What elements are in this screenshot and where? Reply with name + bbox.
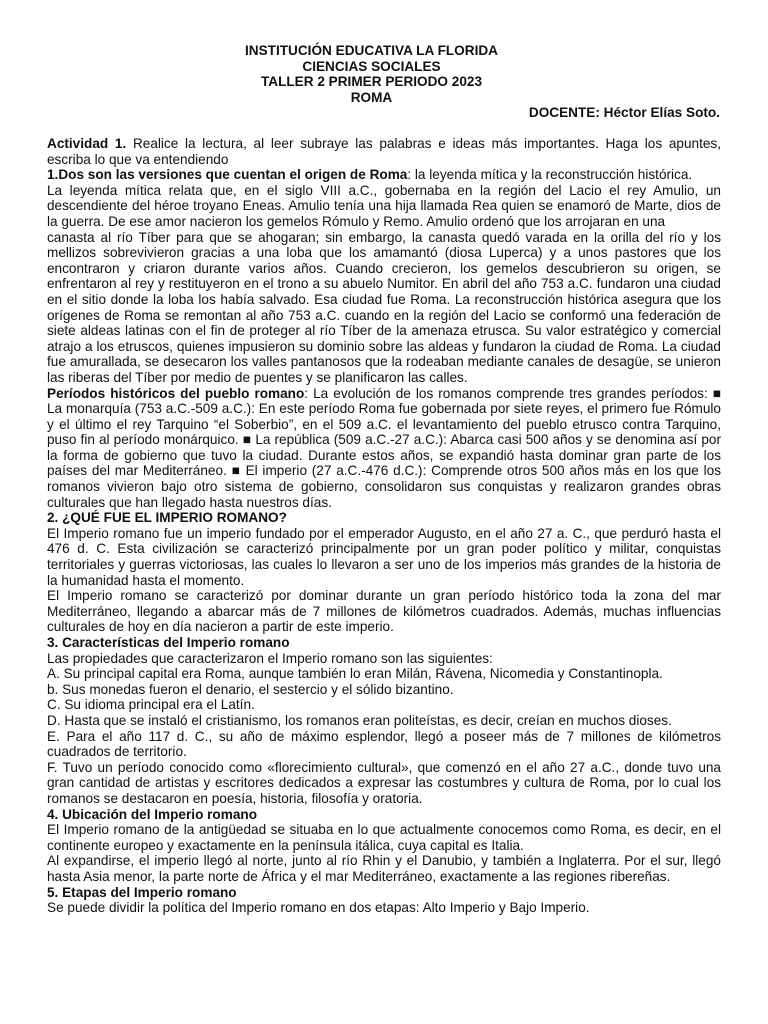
- teacher-name: DOCENTE: Héctor Elías Soto.: [528, 105, 720, 120]
- section4-heading: [47, 807, 721, 823]
- list-item: F. Tuvo un período conocido como «florecimiento cultural», que comenzó en el año 27 a.C., donde tuvo una gran cantidad de artistas y escritores dedicados a expresar las costumbres y cultura de Roma, por lo cual los romanos se destacaron en poesía, historia, filosofía y oratoria.: [47, 759, 721, 806]
- section5-heading-text: 5. Etapas del Imperio romano: [47, 884, 237, 900]
- section5-heading: [47, 885, 721, 901]
- subject-name: CIENCIAS SOCIALES: [302, 58, 441, 74]
- section1-paragraph-2: canasta al río Tíber para que se ahogaran; sin embargo, la canasta quedó varada en la orilla del río y los mellizos sobrevivieron gracias a una loba que los amamantó (diosa Luperca) y a unos pastores que los encontraron y criaron durante varios años. Cuando crecieron, los gemelos descubrieron su origen, se enfrentaron al rey y restituyeron en el trono a su abuelo Numitor. En abril del año 753 a.C. fundaron una ciudad en el sitio donde la loba los había salvado. Esa ciudad fue Roma. La reconstrucción histórica asegura que los orígenes de Roma se remontan al año 753 a.C. cuando en la región del Lacio se conformó una federación de siete aldeas latinas con el fin de proteger al río Tíber de la amenaza etrusca. Su valor estratégico y comercial atrajo a los etruscos, quienes impusieron su dominio sobre las aldeas y fundaron la ciudad de Roma. La ciudad fue amurallada, se desecaron los valles pantanosos que la rodeaban mediante canales de desagüe, se unieron las riberas del Tíber por medio de puentes y se planificaron las calles.: [47, 229, 721, 385]
- periods-text: : La evolución de los romanos comprende tres grandes períodos: ■ La monarquía (753 a.C.-509 a.C.): En este período Roma fue gobernada por siete reyes, el primero fue Rómulo y el último el rey Tarquino “el Soberbio”, en el 509 a.C. el levantamiento del pueblo etrusco contra Tarquino, puso fin al período monárquico. ■ La república (509 a.C.-27 a.C.): Abarca casi 500 años y se denomina así por la forma de gobierno que tuvo la ciudad. Durante estos años, se expandió hasta dominar gran parte de los países del mar Mediterráneo. ■ El imperio (27 a.C.-476 d.C.): Comprende otros 500 años más en los que los romanos vivieron bajo otro sistema de gobierno, consolidaron sus conquistas y realizaron grandes obras culturales que han llegado hasta nuestros días.: [47, 385, 721, 510]
- section3-intro: Las propiedades que caracterizaron el Imperio romano son las siguientes:: [47, 650, 493, 666]
- list-item: D. Hasta que se instaló el cristianismo, los romanos eran politeístas, es decir, creían en muchos dioses.: [47, 712, 672, 728]
- list-item: A. Su principal capital era Roma, aunque también lo eran Milán, Rávena, Nicomedia y Constantinopla.: [47, 666, 663, 682]
- section2-heading: [47, 510, 721, 526]
- activity-label: Actividad 1.: [47, 136, 127, 151]
- topic-title: ROMA: [350, 89, 393, 105]
- section1-intro: [47, 167, 721, 183]
- section3-heading-text: 3. Características del Imperio romano: [47, 635, 290, 650]
- workshop-title: TALLER 2 PRIMER PERIODO 2023: [260, 74, 483, 89]
- section2-paragraph-2: El Imperio romano se caracterizó por dominar durante un gran período histórico toda la zona del mar Mediterráneo, llegando a abarcar más de 7 millones de kilómetros cuadrados. Además, muchas influencias culturales de hoy en día nacieron a partir de este imperio.: [47, 588, 721, 635]
- section5-paragraph-1: Se puede dividir la política del Imperio romano en dos etapas: Alto Imperio y Bajo Imperio.: [47, 900, 590, 916]
- section2-paragraph-1: El Imperio romano fue un imperio fundado por el emperador Augusto, en el año 27 a. C., que perduró hasta el 476 d. C. Esta civilización se caracterizó principalmente por un gran poder político y militar, conquistas territoriales y guerras victoriosas, las cuales lo llevaron a ser uno de los imperios más grandes de la historia de la humanidad hasta el momento.: [47, 525, 721, 588]
- section1-heading: 1.Dos son las versiones que cuentan el origen de Roma: [47, 167, 408, 183]
- list-item: E. Para el año 117 d. C., su año de máximo esplendor, llegó a poseer más de 7 millones de kilómetros cuadrados de territorio.: [47, 728, 721, 760]
- activity-text: Realice la lectura, al leer subraye las palabras e ideas más importantes. Haga los apuntes, escriba lo que va entendiendo: [47, 136, 721, 167]
- section3-heading: [47, 635, 721, 651]
- section2-heading-text: 2. ¿QUÉ FUE EL IMPERIO ROMANO?: [47, 510, 287, 526]
- section1-intro-text: : la leyenda mítica y la reconstrucción histórica.: [407, 167, 693, 183]
- periods-heading: Períodos históricos del pueblo romano: [47, 385, 305, 401]
- periods-paragraph: [47, 386, 721, 511]
- school-name: INSTITUCIÓN EDUCATIVA LA FLORIDA: [245, 43, 498, 58]
- list-item: b. Sus monedas fueron el denario, el sestercio y el sólido bizantino.: [47, 681, 454, 697]
- section4-heading-text: 4. Ubicación del Imperio romano: [47, 806, 257, 822]
- list-item: C. Su idioma principal era el Latín.: [47, 697, 255, 713]
- section4-paragraph-2: Al expandirse, el imperio llegó al norte, junto al río Rhin y el Danubio, y también a Inglaterra. Por el sur, llegó hasta Asia menor, la parte norte de África y el mar Mediterráneo, exactamente a las regiones ribereñas.: [47, 853, 721, 884]
- document-body: [47, 136, 721, 916]
- section4-paragraph-1: El Imperio romano de la antigüedad se situaba en lo que actualmente conocemos como Roma, es decir, en el continente europeo y exactamente en la península itálica, cuya capital es Italia.: [47, 822, 721, 853]
- section1-paragraph-1: La leyenda mítica relata que, en el siglo VIII a.C., gobernaba en la región del Lacio el rey Amulio, un descendiente del héroe troyano Eneas. Amulio tenía una hija llamada Rea quien se enamoró de Marte, dios de la guerra. De ese amor nacieron los gemelos Rómulo y Remo. Amulio ordenó que los arrojaran en una: [47, 182, 721, 229]
- document-header: [0, 43, 768, 105]
- activity-paragraph: [47, 136, 721, 167]
